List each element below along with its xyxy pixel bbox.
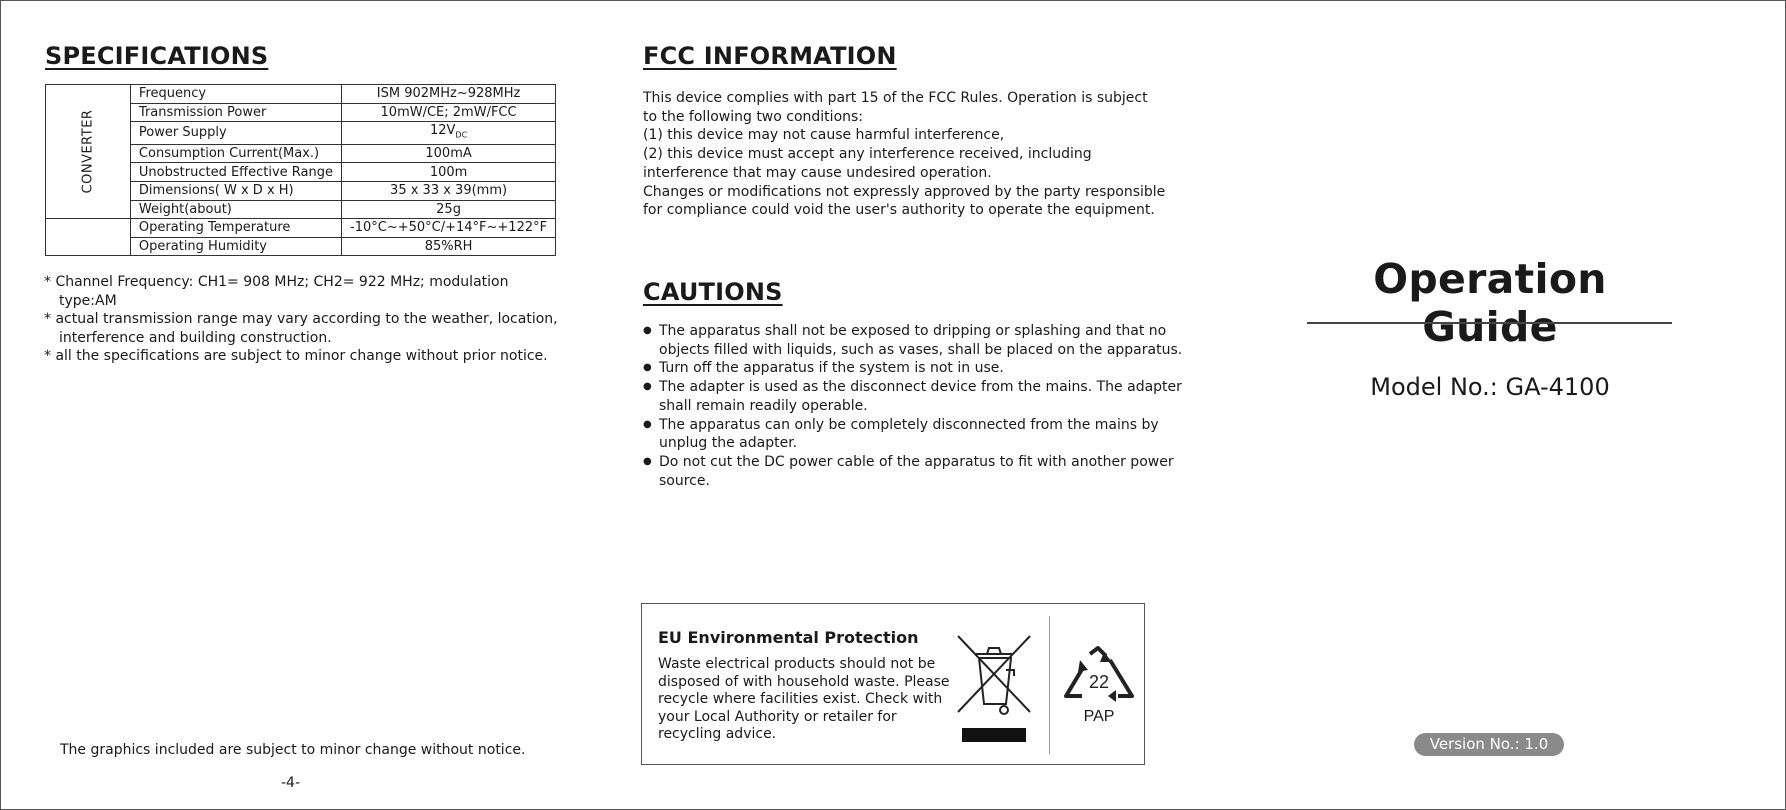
graphics-note: The graphics included are subject to minor change without notice. xyxy=(60,742,526,758)
spec-label: Unobstructed Effective Range xyxy=(130,163,341,182)
fcc-text xyxy=(643,89,1183,220)
spec-value: 25g xyxy=(342,200,556,219)
converter-group-cell xyxy=(46,85,131,219)
specifications-table xyxy=(45,84,556,256)
note-transmission-range: * actual transmission range may vary according to the weather, location, interference and building construction. xyxy=(44,311,558,346)
pap-label: PAP xyxy=(1083,708,1115,725)
note-channel-frequency: * Channel Frequency: CH1= 908 MHz; CH2= 922 MHz; modulation type:AM xyxy=(44,274,509,309)
spec-value: 100m xyxy=(342,163,556,182)
fcc-line: This device complies with part 15 of the FCC Rules. Operation is subject xyxy=(643,90,1148,106)
eu-text: Waste electrical products should not be disposed of with household waste. Please recycle where facilities exist. Check with your Local Authority or retailer for recycling advice. xyxy=(658,656,950,742)
list-item: ● Turn off the apparatus if the system is not in use. xyxy=(643,359,1183,378)
spec-label: Weight(about) xyxy=(130,200,341,219)
recycle-number: 22 xyxy=(1088,672,1110,692)
spec-value: ISM 902MHz~928MHz xyxy=(342,85,556,104)
environment-group-cell xyxy=(46,219,131,256)
list-item: ● The apparatus can only be completely disconnected from the mains by unplug the adapter. xyxy=(643,416,1183,453)
spec-value: 12V xyxy=(429,123,456,139)
spec-label: Operating Temperature xyxy=(130,219,341,238)
spec-value: 100mA xyxy=(342,144,556,163)
page-number: -4- xyxy=(281,775,301,791)
spec-value: 85%RH xyxy=(342,237,556,256)
eu-divider xyxy=(1049,616,1050,754)
table-row xyxy=(46,219,556,238)
eu-title: EU Environmental Protection xyxy=(658,628,919,647)
spec-value-subscript: DC xyxy=(455,130,468,140)
list-item: ● Do not cut the DC power cable of the apparatus to fit with another power source. xyxy=(643,453,1183,490)
crossed-out-wheelie-bin-icon xyxy=(954,630,1034,742)
fcc-line: (1) this device may not cause harmful interference, xyxy=(643,127,1005,144)
fcc-line: Changes or modifications not expressly approved by the party responsible xyxy=(643,183,1166,200)
spec-label: Frequency xyxy=(130,85,341,104)
note-specs-change: * all the specifications are subject to minor change without prior notice. xyxy=(44,348,548,364)
operation-guide-title: Operation Guide xyxy=(1373,255,1607,351)
version-badge: Version No.: 1.0 xyxy=(1414,733,1564,756)
recycling-triangle-icon xyxy=(1060,646,1138,706)
title-rule xyxy=(1307,322,1672,324)
cautions-heading: CAUTIONS xyxy=(643,278,783,306)
fcc-line: (2) this device must accept any interference received, including xyxy=(643,146,1092,163)
fcc-line: for compliance could void the user's authority to operate the equipment. xyxy=(643,202,1155,219)
cautions-list xyxy=(643,322,1183,490)
fcc-line: interference that may cause undesired operation. xyxy=(643,164,992,181)
spec-value: 10mW/CE; 2mW/FCC xyxy=(342,103,556,122)
fcc-line: to the following two conditions: xyxy=(643,108,864,125)
converter-group-label: CONVERTER xyxy=(80,109,96,194)
spec-label: Consumption Current(Max.) xyxy=(130,144,341,163)
eu-environmental-box xyxy=(641,603,1145,765)
specifications-heading: SPECIFICATIONS xyxy=(45,42,269,70)
spec-label: Power Supply xyxy=(130,122,341,145)
fcc-heading: FCC INFORMATION xyxy=(643,42,897,70)
table-row xyxy=(46,85,556,104)
spec-label: Transmission Power xyxy=(130,103,341,122)
list-item: ● The adapter is used as the disconnect device from the mains. The adapter shall remain readily operable. xyxy=(643,378,1183,415)
list-item: ● The apparatus shall not be exposed to dripping or splashing and that no objects filled with liquids, such as vases, shall be placed on the apparatus. xyxy=(643,322,1183,359)
specification-notes xyxy=(44,273,564,366)
spec-value: -10°C~+50°C/+14°F~+122°F xyxy=(342,219,556,238)
spec-label: Operating Humidity xyxy=(130,237,341,256)
model-number: Model No.: GA-4100 xyxy=(1370,373,1610,401)
spec-label: Dimensions( W x D x H) xyxy=(130,181,341,200)
spec-value: 35 x 33 x 39(mm) xyxy=(342,181,556,200)
spec-value-power xyxy=(342,122,556,145)
